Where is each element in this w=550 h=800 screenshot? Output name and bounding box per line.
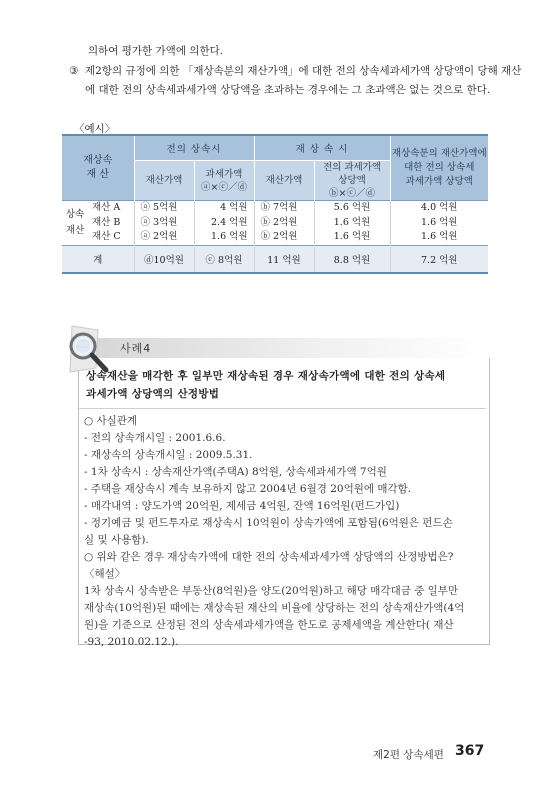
total-result: 7.2 억원	[390, 245, 488, 273]
intro-line-1: 의하여 평가한 가액에 의한다.	[88, 45, 224, 57]
subheader-prev-value: 재산가액	[134, 161, 194, 201]
case-title-line-2: 과세가액 상당액의 산정방법	[86, 388, 220, 400]
case-line: 실 및 사용함).	[84, 534, 149, 546]
re-equivalent-cell: 5.6 억원 1.6 억원 1.6 억원	[314, 201, 390, 246]
case-label: 사례4	[120, 342, 152, 355]
case-line: 재상속(10억원)된 때에는 재상속된 재산의 비율에 상당하는 전의 상속재산가액(4억	[84, 602, 465, 614]
re-value-cell: ⓑ 7억원 ⓑ 2억원 ⓑ 2억원	[254, 201, 314, 246]
asset-name: 재산 C	[92, 231, 121, 242]
asset-names-cell	[62, 201, 134, 246]
prev-value-cell: ⓐ 5억원 ⓐ 3억원 ⓐ 2억원	[134, 201, 194, 246]
group-row-label: 상속 재산	[65, 208, 85, 236]
total-label: 계	[62, 245, 134, 273]
asset-name: 재산 B	[92, 216, 121, 228]
subheader-re-equivalent: 전의 과세가액 상당액 ⓑ×ⓒ／ⓓ	[314, 161, 390, 201]
case-line: 1차 상속시 상속받은 부동산(8억원)을 양도(20억원)하고 해당 매각대금 중 일부만	[84, 585, 459, 597]
case-line: - 1차 상속시 : 상속재산가액(주택A) 8억원, 상속세과세가액 7억원	[84, 466, 387, 478]
case-line: - 주택을 재상속시 계속 보유하지 않고 2004년 6월경 20억원에 매각함.	[84, 483, 412, 495]
intro-line-3: 에 대한 전의 상속세과세가액 상당액을 초과하는 경우에는 그 초과액은 없는 것으로 한다.	[85, 84, 491, 96]
case-line: - 전의 상속개시일 : 2001.6.6.	[84, 432, 226, 444]
subheader-prev-taxable: 과세가액 ⓐ×ⓒ／ⓓ	[194, 161, 254, 201]
case-line: - 재상속의 상속개시일 : 2009.5.31.	[84, 449, 253, 461]
asset-name: 재산 A	[92, 202, 121, 213]
total-re-value: 11 억원	[254, 245, 314, 273]
footer-section: 제2편 상속세편	[373, 749, 444, 761]
case-line: 원)을 기준으로 산정된 전의 상속세과세가액을 한도로 공제세액을 계산한다( 재산	[84, 619, 454, 631]
case-line: -93, 2010.02.12.).	[84, 636, 179, 648]
total-prev-value: ⓓ10억원	[134, 245, 194, 273]
case-line: - 매각내역 : 양도가액 20억원, 제세금 4억원, 잔액 16억원(펀드가입)	[84, 500, 400, 512]
header-reinheritance: 재 상 속 시	[254, 135, 390, 161]
total-re-equivalent: 8.8 억원	[314, 245, 390, 273]
total-prev-taxable: ⓒ 8억원	[194, 245, 254, 273]
case-line: 〈해설〉	[84, 568, 126, 580]
case-line: - 정기예금 및 펀드투자로 재상속시 10억원이 상속가액에 포함됨(6억원은 펀드손	[84, 517, 453, 529]
header-previous-inheritance: 전의 상속시	[134, 135, 254, 161]
result-cell: 4.0 억원 1.6 억원 1.6 억원	[421, 202, 458, 242]
header-result: 재상속분의 재산가액에 대한 전의 상속세 과세가액 상당액	[390, 135, 488, 201]
item-number: ③	[69, 65, 79, 77]
intro-line-2: 제2항의 규정에 의한 「재상속분의 재산가액」에 대한 전의 상속세과세가액 상당액이 당해 재산	[85, 65, 522, 77]
subheader-re-value: 재산가액	[254, 161, 314, 201]
case-line: ○ 위와 같은 경우 재상속가액에 대한 전의 상속세과세가액 상당액의 산정방법은?	[84, 551, 454, 563]
title-divider	[78, 408, 486, 409]
page-number: 367	[455, 743, 485, 759]
total-row	[62, 245, 488, 273]
header-reinherit-asset: 재상속 재 산	[62, 135, 134, 201]
example-label: 〈예시〉	[74, 123, 116, 135]
prev-taxable-cell: 4 억원 2.4 억원 1.6 억원	[194, 201, 254, 246]
case-line: ○ 사실관계	[84, 415, 138, 427]
case-title-line-1: 상속재산을 매각한 후 일부만 재상속된 경우 재상속가액에 대한 전의 상속세	[86, 370, 446, 382]
example-table	[62, 134, 488, 274]
